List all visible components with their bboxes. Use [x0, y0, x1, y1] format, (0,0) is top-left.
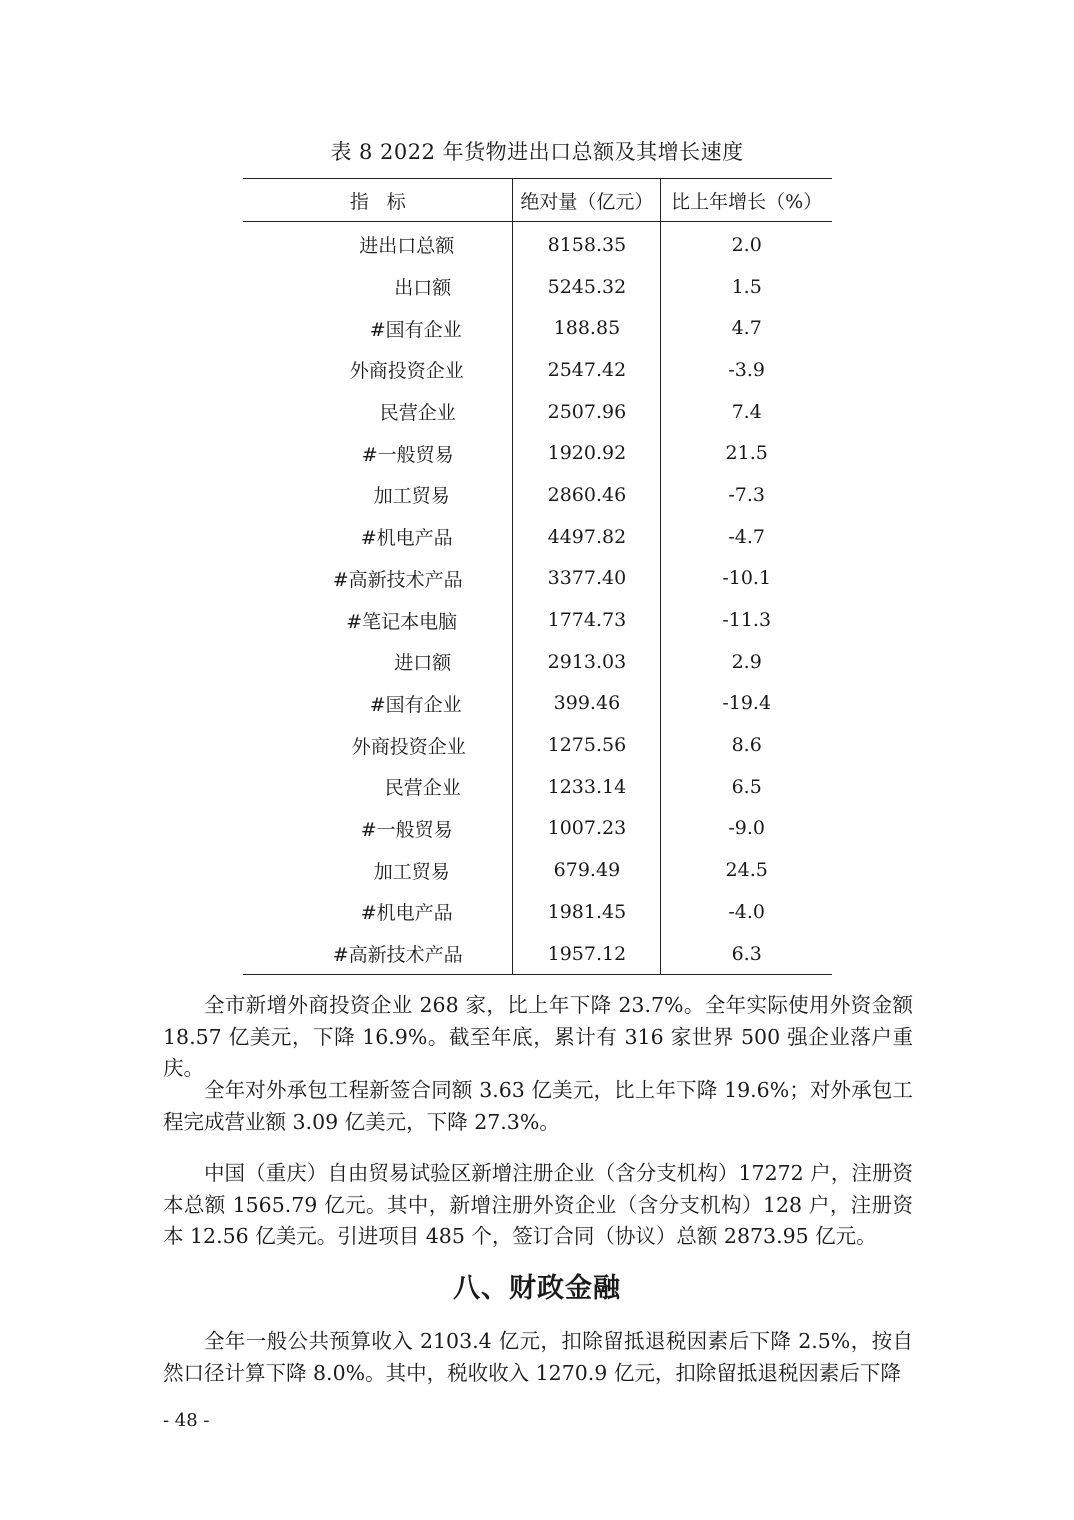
row-value: 1981.45 [513, 891, 661, 933]
row-growth: 2.0 [731, 233, 762, 256]
table-row [243, 432, 832, 474]
table-row [243, 516, 832, 558]
table-row [243, 683, 832, 725]
row-label: 出口额 [243, 266, 513, 308]
row-growth: -4.7 [728, 525, 765, 548]
row-label: #国有企业 [243, 683, 513, 725]
paragraph-public-finance: 全年一般公共预算收入 2103.4 亿元，扣除留抵退税因素后下降 2.5%，按自然口径计算下降 8.0%。其中，税收收入 1270.9 亿元，扣除留抵退税因素后下降 [163, 1329, 913, 1385]
row-label: 进出口总额 [243, 222, 513, 266]
row-value: 5245.32 [513, 266, 661, 308]
row-growth: 2.9 [731, 650, 762, 673]
row-label: #高新技术产品 [243, 558, 513, 600]
table-caption: 表 8 2022 年货物进出口总额及其增长速度 [330, 140, 744, 164]
row-label: 民营企业 [243, 766, 513, 808]
row-value: 1007.23 [513, 808, 661, 850]
table-header-row [243, 179, 832, 222]
row-growth: -10.1 [722, 567, 772, 590]
table-row [243, 599, 832, 641]
row-label: #一般贸易 [243, 808, 513, 850]
row-value: 1957.12 [513, 933, 661, 975]
row-growth: -3.9 [728, 358, 765, 381]
row-label: #国有企业 [243, 307, 513, 349]
row-value: 4497.82 [513, 516, 661, 558]
table-row [243, 724, 832, 766]
table-row [243, 558, 832, 600]
row-label: 外商投资企业 [243, 349, 513, 391]
row-growth: -7.3 [728, 483, 765, 506]
paragraph-contracting: 全年对外承包工程新签合同额 3.63 亿美元，比上年下降 19.6%；对外承包工程完成营业额 3.09 亿美元，下降 27.3%。 [163, 1078, 913, 1134]
row-value: 2913.03 [513, 641, 661, 683]
row-label: 加工贸易 [243, 849, 513, 891]
table-row [243, 641, 832, 683]
row-label: 民营企业 [243, 391, 513, 433]
row-value: 2547.42 [513, 349, 661, 391]
row-value: 3377.40 [513, 558, 661, 600]
table-row [243, 266, 832, 308]
paragraph-foreign-investment: 全市新增外商投资企业 268 家，比上年下降 23.7%。全年实际使用外资金额 18.57 亿美元，下降 16.9%。截至年底，累计有 316 家世界 500 强企业落户重庆。 [163, 993, 913, 1080]
row-value: 188.85 [513, 307, 661, 349]
table-row [243, 391, 832, 433]
table-body [243, 222, 832, 975]
row-label: 进口额 [243, 641, 513, 683]
page-number: - 48 - [163, 1410, 210, 1431]
row-growth: -19.4 [722, 692, 772, 715]
row-value: 1233.14 [513, 766, 661, 808]
row-value: 1275.56 [513, 724, 661, 766]
row-value: 1774.73 [513, 599, 661, 641]
header-indicator: 指标 [243, 179, 513, 222]
row-label: 外商投资企业 [243, 724, 513, 766]
row-growth: 21.5 [725, 442, 768, 465]
table-row [243, 474, 832, 516]
header-absolute: 绝对量（亿元） [513, 179, 661, 222]
row-growth: 24.5 [725, 859, 768, 882]
row-value: 399.46 [513, 683, 661, 725]
table-row [243, 349, 832, 391]
trade-table [243, 178, 832, 975]
row-label: #一般贸易 [243, 432, 513, 474]
table-row [243, 307, 832, 349]
row-label: #笔记本电脑 [243, 599, 513, 641]
table-row [243, 766, 832, 808]
row-value: 2860.46 [513, 474, 661, 516]
row-growth: 1.5 [731, 275, 762, 298]
row-value: 8158.35 [513, 222, 661, 266]
table-row [243, 849, 832, 891]
table-row [243, 222, 832, 266]
row-label: #高新技术产品 [243, 933, 513, 975]
section-title: 八、财政金融 [453, 1273, 621, 1304]
row-growth: -11.3 [722, 609, 772, 632]
row-growth: 6.5 [731, 775, 762, 798]
row-value: 2507.96 [513, 391, 661, 433]
row-value: 1920.92 [513, 432, 661, 474]
row-growth: 8.6 [731, 734, 762, 757]
row-label: #机电产品 [243, 516, 513, 558]
row-growth: -4.0 [728, 900, 765, 923]
row-growth: 4.7 [731, 317, 762, 340]
header-growth: 比上年增长（%） [661, 179, 832, 222]
row-growth: 6.3 [661, 933, 832, 975]
row-growth: 7.4 [731, 400, 762, 423]
row-label: 加工贸易 [243, 474, 513, 516]
row-label: #机电产品 [243, 891, 513, 933]
row-growth: -9.0 [728, 817, 765, 840]
table-row [243, 808, 832, 850]
table-row [243, 933, 832, 975]
table-row [243, 891, 832, 933]
row-value: 679.49 [513, 849, 661, 891]
paragraph-free-trade-zone: 中国（重庆）自由贸易试验区新增注册企业（含分支机构）17272 户，注册资本总额 1565.79 亿元。其中，新增注册外资企业（含分支机构）128 户，注册资本 12.56 亿美元。引进项目 485 个，签订合同（协议）总额 2873.95 亿元。 [163, 1161, 913, 1248]
